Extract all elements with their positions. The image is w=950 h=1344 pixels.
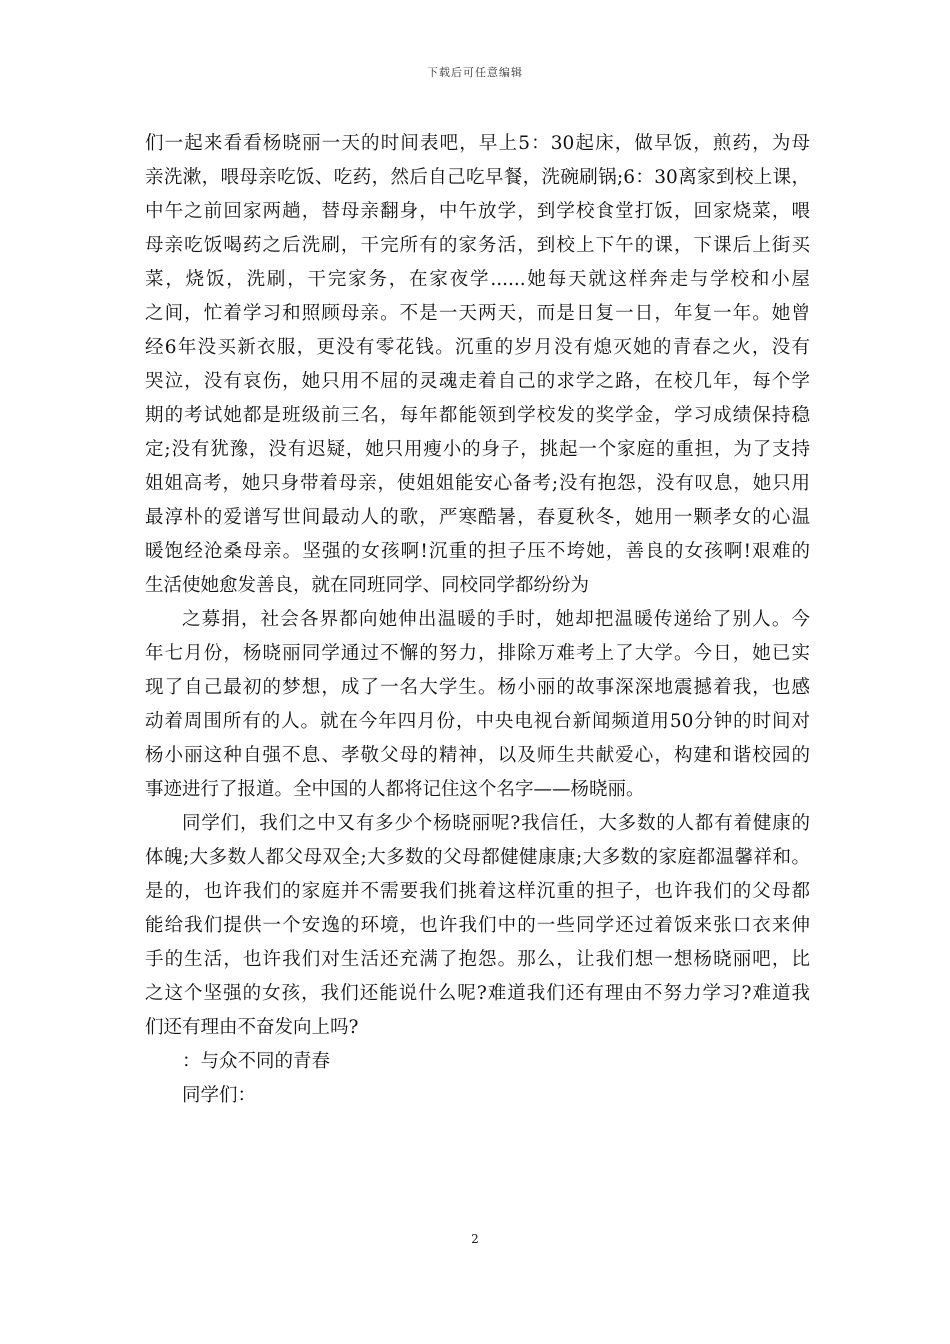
- text-line: 亲洗漱，喂母亲吃饭、吃药，然后自己吃早餐，洗碗刷锅;6：30离家到校上课，: [145, 167, 810, 188]
- text-line: 体魄;大多数人都父母双全;大多数的父母都健健康康;大多数的家庭都温馨祥和。: [145, 847, 810, 868]
- text-line: 定;没有犹豫，没有迟疑，她只用瘦小的身子，挑起一个家庭的重担，为了支持: [145, 439, 810, 460]
- text-line: 哭泣，没有哀伤，她只用不屈的灵魂走着自己的求学之路，在校几年，每个学: [145, 371, 810, 392]
- paragraph: [145, 1079, 810, 1113]
- text-line: 姐姐高考，她只身带着母亲，使姐姐能安心备考;没有抱怨，没有叹息，她只用: [145, 473, 810, 494]
- page-header: 下载后可任意编辑: [427, 66, 523, 79]
- text-line: 暖饱经沧桑母亲。坚强的女孩啊!沉重的担子压不垮她，善良的女孩啊!艰难的: [145, 541, 810, 562]
- text-line: 生活使她愈发善良，就在同班同学、同校同学都纷纷为: [145, 575, 590, 596]
- paragraph: [145, 603, 810, 807]
- text-line: 之募捐，社会各界都向她伸出温暖的手时，她却把温暖传递给了别人。今: [182, 609, 810, 630]
- text-line: 菜，烧饭，洗刷，干完家务，在家夜学......她每天就这样奔走与学校和小屋: [145, 269, 810, 290]
- text-line: 之间，忙着学习和照顾母亲。不是一天两天，而是日复一日，年复一年。她曾: [145, 303, 810, 324]
- text-line: 母亲吃饭喝药之后洗刷，干完所有的家务活，到校上下午的课，下课后上街买: [145, 235, 810, 256]
- paragraph: [145, 127, 810, 603]
- text-line: ：与众不同的青春: [182, 1051, 331, 1072]
- text-line: 们一起来看看杨晓丽一天的时间表吧，早上5：30起床，做早饭，煎药，为母: [145, 133, 810, 154]
- text-line: 同学们：: [182, 1085, 257, 1106]
- text-line: 期的考试她都是班级前三名，每年都能领到学校发的奖学金，学习成绩保持稳: [145, 405, 810, 426]
- text-line: 经6年没买新衣服，更没有零花钱。沉重的岁月没有熄灭她的青春之火，没有: [145, 337, 810, 358]
- text-line: 能给我们提供一个安逸的环境，也许我们中的一些同学还过着饭来张口衣来伸: [145, 915, 810, 936]
- text-line: 同学们，我们之中又有多少个杨晓丽呢?我信任，大多数的人都有着健康的: [182, 813, 810, 834]
- text-line: 事迹进行了报道。全中国的人都将记住这个名字——杨晓丽。: [145, 779, 645, 800]
- text-line: 年七月份，杨晓丽同学通过不懈的努力，排除万难考上了大学。今日，她已实: [145, 643, 810, 664]
- text-line: 们还有理由不奋发向上吗?: [145, 1017, 359, 1038]
- text-line: 手的生活，也许我们对生活还充满了抱怨。那么，让我们想一想杨晓丽吧，比: [145, 949, 810, 970]
- page-number: 2: [471, 1232, 479, 1246]
- paragraph: [145, 807, 810, 1045]
- text-line: 动着周围所有的人。就在今年四月份，中央电视台新闻频道用50分钟的时间对: [145, 711, 810, 732]
- text-line: 是的，也许我们的家庭并不需要我们挑着这样沉重的担子，也许我们的父母都: [145, 881, 810, 902]
- text-line: 之这个坚强的女孩，我们还能说什么呢?难道我们还有理由不努力学习?难道我: [145, 983, 810, 1004]
- paragraph: [145, 1045, 810, 1079]
- text-line: 杨小丽这种自强不息、孝敬父母的精神，以及师生共献爱心，构建和谐校园的: [145, 745, 810, 766]
- text-line: 现了自己最初的梦想，成了一名大学生。杨小丽的故事深深地震撼着我，也感: [145, 677, 810, 698]
- text-line: 最淳朴的爱谱写世间最动人的歌，严寒酷暑，春夏秋冬，她用一颗孝女的心温: [145, 507, 810, 528]
- text-line: 中午之前回家两趟，替母亲翻身，中午放学，到学校食堂打饭，回家烧菜，喂: [145, 201, 810, 222]
- document-body: [145, 127, 810, 1113]
